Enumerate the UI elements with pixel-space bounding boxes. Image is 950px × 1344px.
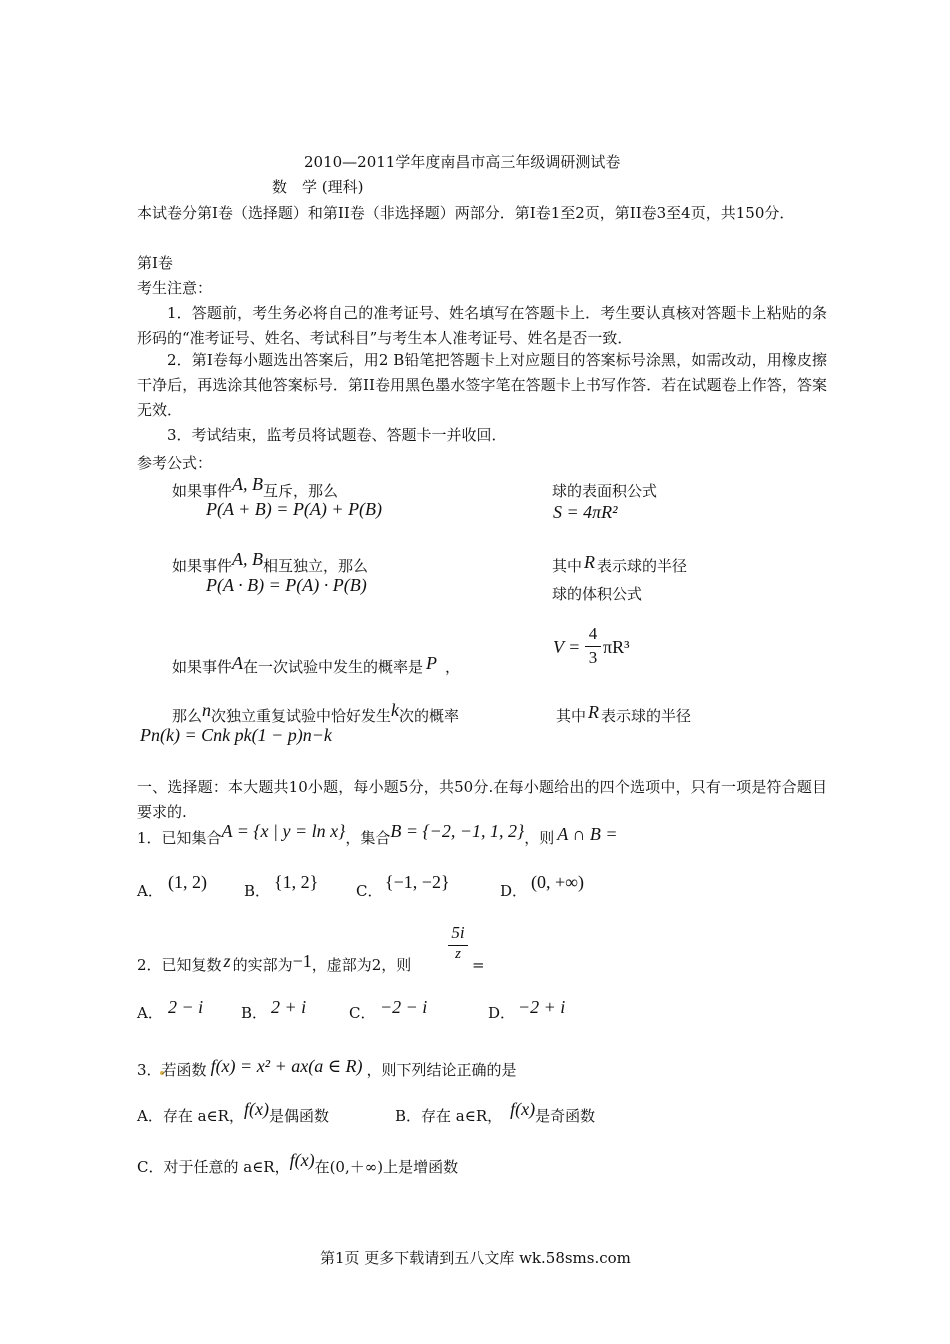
question-3-stem — [137, 1058, 517, 1081]
sphere-volume-label: 球的体积公式 — [552, 585, 643, 603]
volume-rhs: πR³ — [603, 637, 630, 657]
formula-3-mid: 在一次试验中发生的概率是 — [243, 658, 424, 676]
reference-label: 参考公式： — [137, 454, 213, 472]
formula-2-vars: A, B — [232, 549, 264, 569]
radius-note-2-var: R — [588, 702, 600, 722]
q2-mid2: ，虚部为2，则 — [311, 956, 412, 974]
q3-option-a — [137, 1099, 329, 1127]
formula-3-var: A — [232, 653, 244, 673]
q2-option-c: −2 − i — [380, 997, 428, 1017]
q3-post: ，则下列结论正确的是 — [366, 1061, 517, 1079]
q3-option-c-label: C．对于任意的 a∈R， — [137, 1158, 290, 1176]
radius-note-1-pre: 其中 — [552, 557, 583, 575]
q3-option-a-func: f(x) — [243, 1099, 269, 1119]
q3-option-a-label: A．存在 a∈R， — [137, 1107, 244, 1125]
q1-option-a: (1, 2) — [168, 872, 207, 892]
q3-function: f(x) = x² + ax(a ∈ R) — [210, 1056, 363, 1076]
q1-option-b: {1, 2} — [274, 872, 319, 892]
q1-option-d-label: D． — [500, 882, 528, 900]
q2-equals: = — [472, 956, 485, 974]
formula-1-vars: A, B — [232, 474, 264, 494]
radius-note-2-post: 表示球的半径 — [601, 707, 692, 725]
q1-option-d: (0, +∞) — [531, 872, 584, 892]
q3-option-c-post: 在(0,＋∞)上是增函数 — [314, 1158, 459, 1176]
q1-option-b-label: B． — [244, 882, 271, 900]
question-2-stem — [137, 953, 411, 976]
q1-expression: A ∩ B = — [557, 824, 618, 844]
formula-1-post: 互斥，那么 — [263, 482, 339, 500]
q2-option-a: 2 − i — [168, 997, 204, 1017]
q3-option-b-func: f(x) — [510, 1099, 536, 1119]
q1-option-a-label: A． — [137, 882, 163, 900]
notice-label: 考生注意： — [137, 279, 213, 297]
volume-fraction-denominator: 3 — [588, 648, 598, 667]
page-subtitle: 数 学 (理科) — [272, 178, 364, 196]
q3-option-c-func: f(x) — [289, 1150, 315, 1170]
q2-real-part: −1 — [292, 951, 312, 971]
formula-3-pre: 如果事件 — [172, 658, 233, 676]
section-1-heading: 一、选择题：本大题共10小题，每小题5分，共50分.在每小题给出的四个选项中，只有一项是符合题目要求的. — [137, 778, 827, 821]
part-label: 第I卷 — [137, 254, 173, 272]
formula-4-k: k — [391, 700, 400, 720]
radius-note-2-pre: 其中 — [556, 707, 587, 725]
intro-paragraph: 本试卷分第I卷（选择题）和第II卷（非选择题）两部分．第I卷1至2页，第II卷3至4页，共150分． — [137, 204, 795, 222]
formula-4-n: n — [202, 700, 212, 720]
formula-2-pre: 如果事件 — [172, 557, 233, 575]
formula-1-equation: P(A + B) = P(A) + P(B) — [206, 499, 383, 519]
formula-2-equation: P(A · B) = P(A) · P(B) — [206, 575, 367, 595]
formula-4-post: 次的概率 — [399, 707, 460, 725]
page-title: 2010—2011学年度南昌市高三年级调研测试卷 — [304, 153, 621, 171]
radius-note-1-post: 表示球的半径 — [597, 557, 688, 575]
q1-number: 1．已知集合 — [137, 829, 222, 847]
q2-fraction-denominator: z — [455, 946, 461, 962]
q1-option-c: {−1, −2} — [385, 872, 450, 892]
q3-option-a-post: 是偶函数 — [268, 1107, 329, 1125]
notice-item-1: 1．答题前，考生务必将自己的准考证号、姓名填写在答题卡上．考生要认真核对答题卡上粘贴的条形码的“准考证号、姓名、考试科目”与考生本人准考证号、姓名是否一致． — [137, 304, 827, 347]
q2-option-d-label: D． — [488, 1004, 516, 1022]
q2-z: z — [223, 951, 231, 971]
formula-3-end: ， — [445, 658, 461, 676]
formula-1-pre: 如果事件 — [172, 482, 233, 500]
q3-option-b-label: B．存在 a∈R， — [395, 1107, 503, 1125]
q3-option-c — [137, 1150, 459, 1178]
volume-fraction-numerator: 4 — [588, 624, 598, 643]
radius-note-1-var: R — [584, 552, 596, 572]
q2-option-a-label: A． — [137, 1004, 163, 1022]
q2-option-b: 2 + i — [271, 997, 307, 1017]
q2-option-b-label: B． — [241, 1004, 268, 1022]
q1-mid: ，集合 — [345, 829, 391, 847]
sphere-area-label: 球的表面积公式 — [552, 482, 658, 500]
radius-note-2 — [556, 704, 691, 727]
radius-note-1 — [552, 554, 687, 577]
sphere-area-equation: S = 4πR² — [553, 502, 618, 522]
q2-option-c-label: C． — [349, 1004, 376, 1022]
q3-option-b-post: 是奇函数 — [535, 1107, 596, 1125]
formula-2-post: 相互独立，那么 — [263, 557, 369, 575]
question-1-stem — [137, 821, 618, 849]
q1-option-c-label: C． — [356, 882, 383, 900]
page-footer: 第1页 更多下载请到五八文库 wk.58sms.com — [320, 1249, 631, 1267]
q2-fraction-numerator: 5i — [451, 923, 465, 942]
q3-option-b — [395, 1099, 596, 1127]
q1-set-b: B = {−2, −1, 1, 2} — [390, 821, 525, 841]
formula-4-mid: 次独立重复试验中恰好发生 — [211, 707, 392, 725]
q2-number: 2．已知复数 — [137, 956, 222, 974]
formula-3-text — [172, 655, 460, 678]
q2-option-d: −2 + i — [518, 997, 566, 1017]
notice-item-3: 3．考试结束，监考员将试题卷、答题卡一并收回． — [167, 426, 507, 444]
volume-fraction-bar — [585, 646, 601, 647]
q1-set-a: A = {x | y = ln x} — [221, 821, 346, 841]
q3-number: 3． — [137, 1061, 162, 1079]
formula-4-pre: 那么 — [172, 707, 203, 725]
q3-pre: 若函数 — [161, 1061, 207, 1079]
q2-mid: 的实部为 — [232, 956, 293, 974]
formula-4-equation: Pn(k) = Cnk pk(1 − p)n−k — [140, 725, 332, 745]
notice-item-2: 2．第I卷每小题选出答案后，用2 B铅笔把答题卡上对应题目的答案标号涂黑，如需改动，用橡皮擦干净后，再选涂其他答案标号．第II卷用黑色墨水签字笔在答题卡上书写作答．若在试题卷上作答，答案无效． — [137, 351, 827, 419]
formula-3-p: P — [426, 653, 438, 673]
q1-then: ，则 — [524, 829, 555, 847]
volume-lhs: V = — [553, 637, 581, 657]
